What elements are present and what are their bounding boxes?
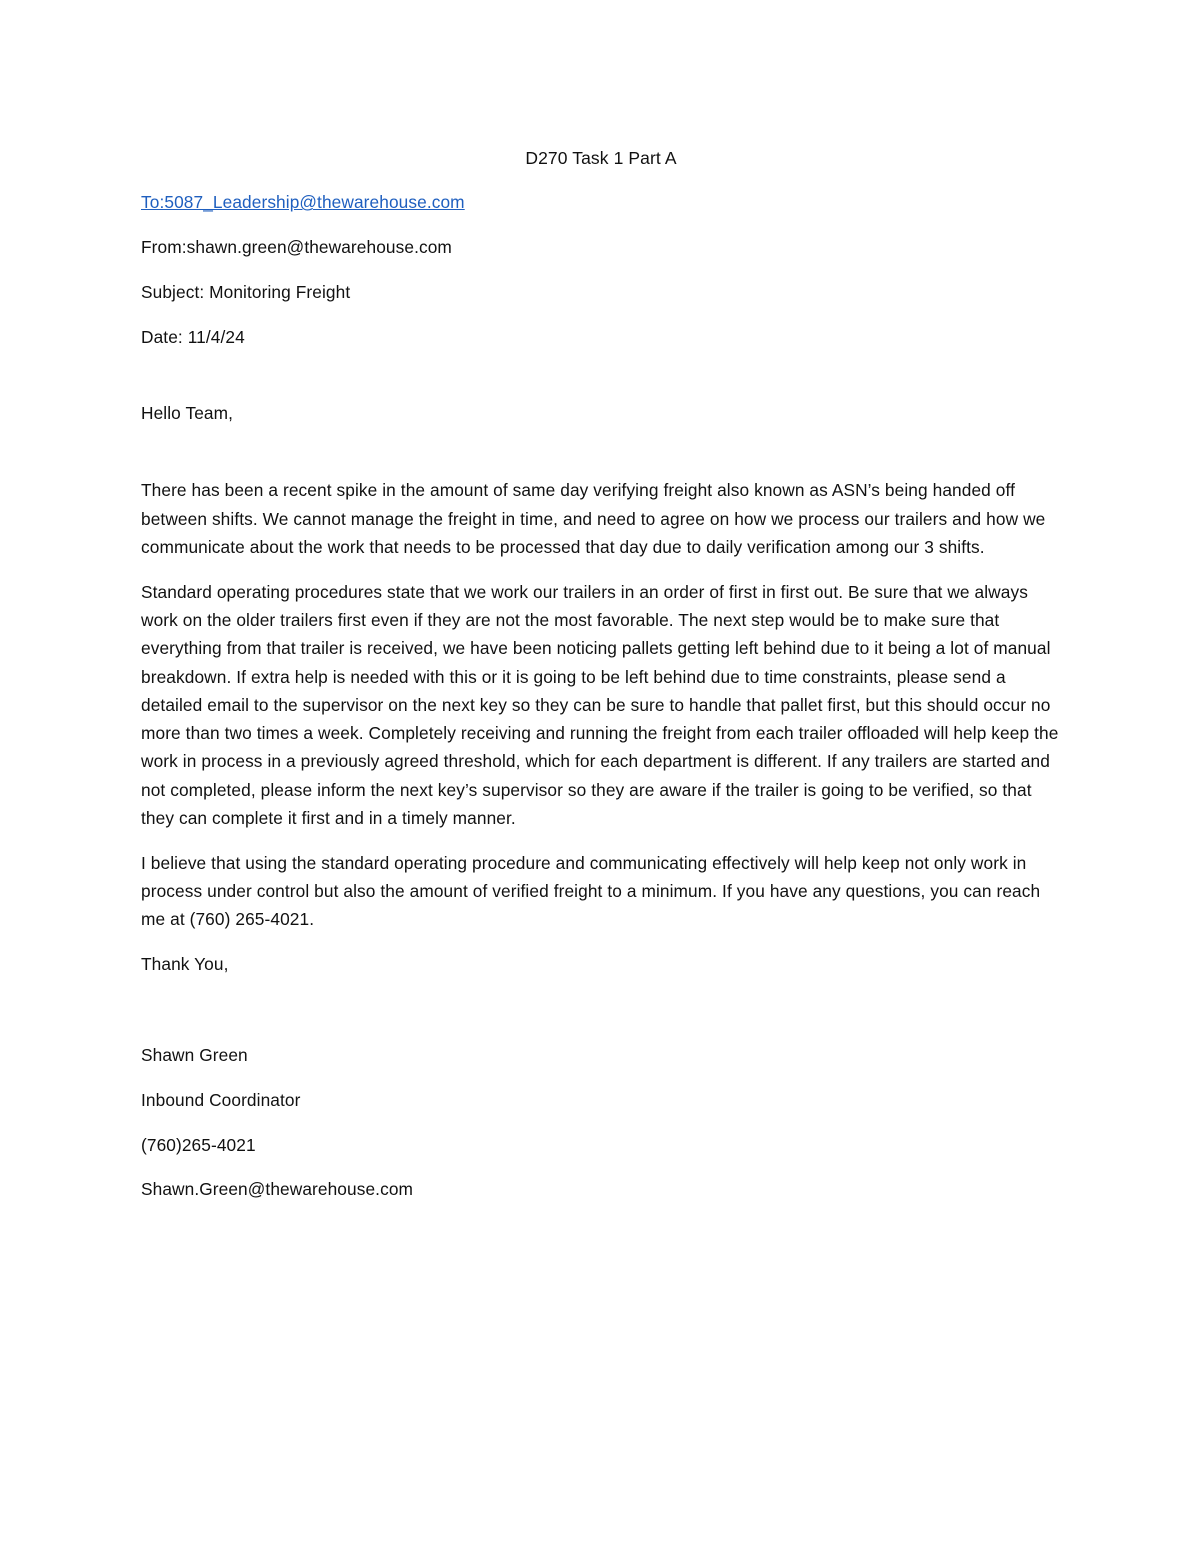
document-title: D270 Task 1 Part A (525, 148, 677, 168)
signature-role: Inbound Coordinator (141, 1089, 301, 1110)
spacer (141, 444, 1061, 476)
paragraph-3: I believe that using the standard operating procedure and communicating effectively will help keep not only work in process under control but also the amount of verified freight to a minimum. If you have any questions, you can reach me at (760) 265-4021. (141, 852, 1041, 930)
to-line (141, 188, 1061, 216)
from-line: From:shawn.green@thewarehouse.com (141, 237, 452, 258)
signature-phone: (760)265-4021 (141, 1134, 256, 1155)
spacer (141, 995, 1061, 1041)
spacer (141, 367, 1061, 399)
subject-line: Subject: Monitoring Freight (141, 281, 351, 302)
to-email-link[interactable]: To:5087_Leadership@thewarehouse.com (141, 192, 465, 213)
paragraph-1: There has been a recent spike in the amount of same day verifying freight also known as ASN’s being handed off between shifts. We cannot manage the freight in time, and need to agree on how we process our trailers and how we communicate about the work that needs to be processed that day due to daily verification among our 3 shifts. (141, 480, 1046, 557)
paragraph-2: Standard operating procedures state that we work our trailers in an order of first in first out. Be sure that we always work on the older trailers first even if they are not the most favorable. The next step would be to make sure that everything from that trailer is received, we have been noticing pallets getting left behind due to it being a lot of manual breakdown. If extra help is needed with this or it is going to be left behind due to time constraints, please send a detailed email to the supervisor on the next key so they can be sure to handle that pallet first, but this should occur no more than two times a week. Completely receiving and running the freight from each trailer offloaded will help keep the work in process in a previously agreed threshold, which for each department is different. If any trailers are started and not completed, please inform the next key’s supervisor so they are aware if the trailer is going to be verified, so that they can complete it first and in a timely manner. (141, 581, 1059, 829)
closing: Thank You, (141, 954, 229, 975)
signature-name: Shawn Green (141, 1045, 248, 1066)
date-line: Date: 11/4/24 (141, 326, 245, 347)
letter-body (141, 144, 1061, 1220)
signature-email: Shawn.Green@thewarehouse.com (141, 1179, 414, 1200)
greeting: Hello Team, (141, 403, 234, 424)
